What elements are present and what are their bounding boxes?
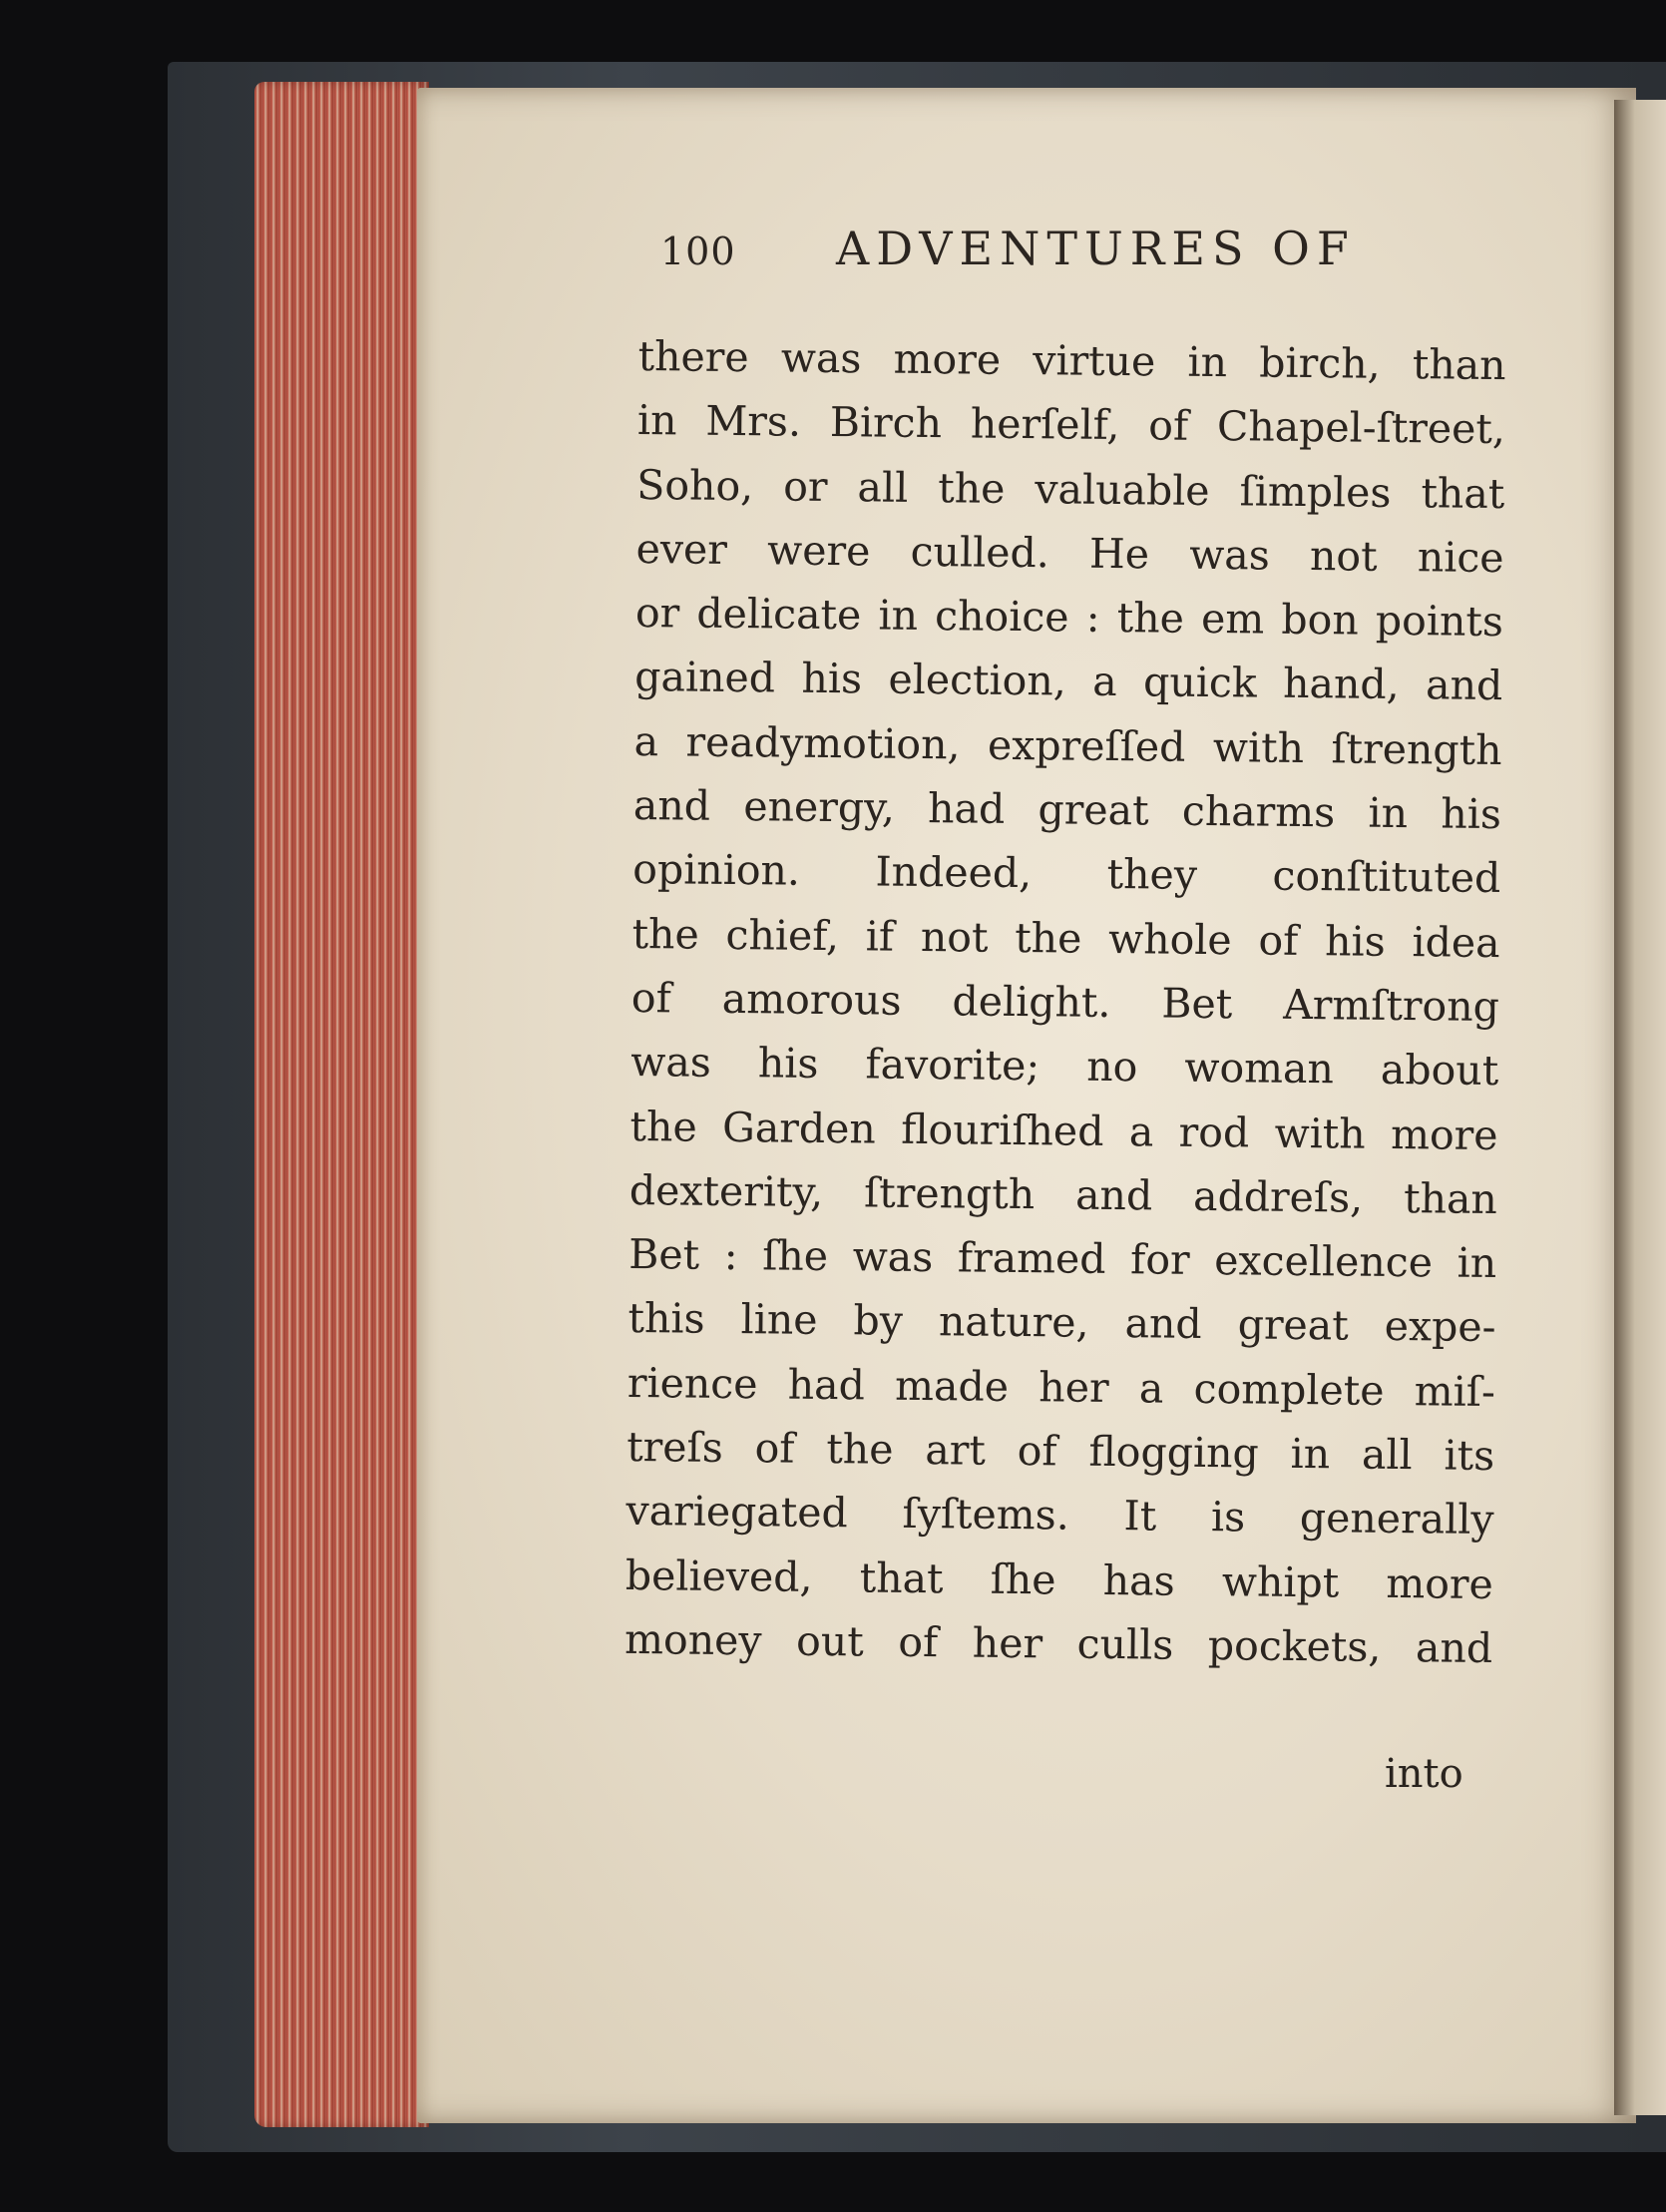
text-line: and energy, had great charms in his	[632, 781, 1502, 839]
text-line: a readymotion, expreſſed with ſtrength	[633, 716, 1502, 774]
text-line: Bet : ſhe was framed for excellence in	[627, 1230, 1497, 1288]
text-line: variegated ſyſtems. It is generally	[625, 1487, 1494, 1545]
text-line: was his favorite; no woman about	[630, 1038, 1499, 1096]
text-line: the Garden flouriſhed a rod with more	[629, 1102, 1498, 1159]
text-line: believed, that ſhe has whipt more	[625, 1550, 1494, 1608]
text-line: in Mrs. Birch herſelf, of Chapel-ſtreet,	[636, 396, 1506, 454]
text-line: money out of her culls pockets, and	[624, 1614, 1493, 1672]
text-line: this line by nature, and great expe-	[627, 1294, 1496, 1352]
running-head: ADVENTURES OF	[836, 221, 1356, 275]
page-number: 100	[660, 229, 736, 273]
text-line: rience had made her a complete miſ-	[626, 1358, 1496, 1416]
page-header	[660, 221, 1369, 291]
text-line: the chief, if not the whole of his idea	[631, 909, 1500, 967]
text-line: gained his election, a quick hand, and	[634, 653, 1503, 710]
text-line: dexterity, ſtrength and addreſs, than	[628, 1165, 1498, 1223]
text-line: treſs of the art of flogging in all its	[625, 1422, 1495, 1481]
text-line: opinion. Indeed, they conſtituted	[632, 845, 1501, 903]
text-line: there was more virtue in birch, than	[637, 331, 1506, 390]
text-line: Soho, or all the valuable ſimples that	[636, 460, 1505, 518]
page-edges	[254, 82, 429, 2127]
body-text	[625, 324, 1506, 1680]
text-line: ever were culled. He was not nice	[635, 524, 1504, 582]
catchword: into	[1385, 1751, 1463, 1797]
facing-page-gutter	[1614, 100, 1666, 2115]
text-line: of amorous delight. Bet Armſtrong	[630, 973, 1500, 1032]
text-line: or delicate in choice : the em bon points	[634, 589, 1504, 647]
